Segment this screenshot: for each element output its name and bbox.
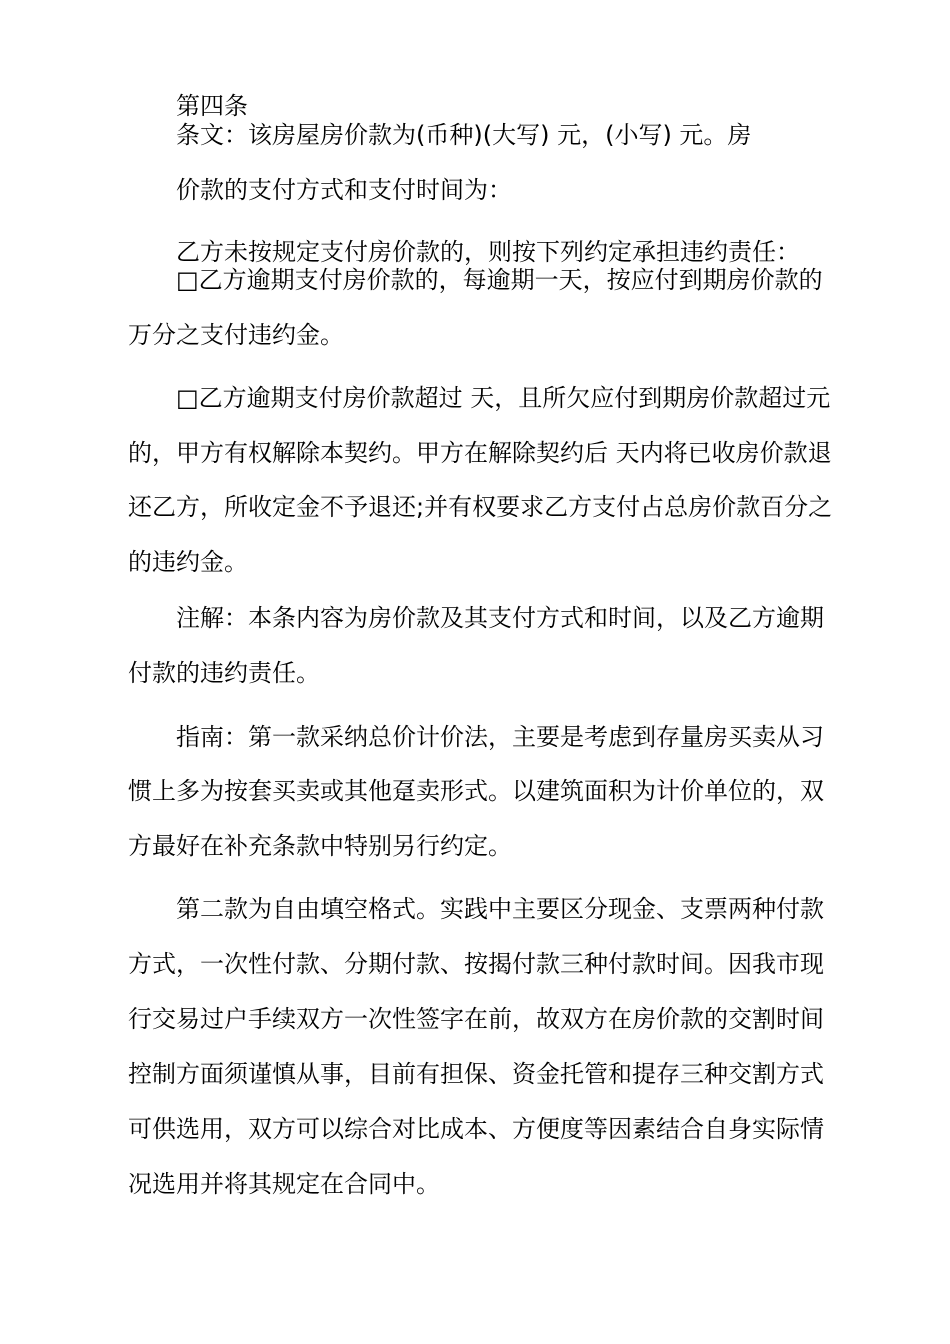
breach-intro: 乙方未按规定支付房价款的，则按下列约定承担违约责任： [176, 238, 800, 266]
article-heading: 第四条 [176, 92, 248, 120]
guide-line: 指南：第一款采纳总价计价法，主要是考虑到存量房买卖从习 [176, 723, 824, 751]
option-line: 的，甲方有权解除本契约。甲方在解除契约后 天内将已收房价款退 [128, 439, 832, 467]
guide-line: 方最好在补充条款中特别另行约定。 [128, 832, 512, 860]
option-line: □乙方逾期支付房价款的，每逾期一天，按应付到期房价款的 [176, 266, 823, 294]
option-line: 万分之支付违约金。 [128, 321, 344, 349]
paragraph-line: 第二款为自由填空格式。实践中主要区分现金、支票两种付款 [176, 895, 824, 923]
paragraph-line: 可供选用，双方可以综合对比成本、方便度等因素结合自身实际情 [128, 1115, 824, 1143]
paragraph-line: 行交易过户手续双方一次性签字在前，故双方在房价款的交割时间 [128, 1005, 824, 1033]
option-line: 还乙方，所收定金不予退还;并有权要求乙方支付占总房价款百分之 [128, 493, 833, 521]
option-line: 的违约金。 [128, 548, 248, 576]
guide-line: 惯上多为按套买卖或其他趸卖形式。以建筑面积为计价单位的，双 [128, 777, 824, 805]
clause-text-line: 条文：该房屋房价款为(币种)(大写) 元，(小写) 元。房 [176, 121, 752, 149]
note-line: 付款的违约责任。 [128, 659, 320, 687]
clause-text-line: 价款的支付方式和支付时间为： [176, 176, 512, 204]
paragraph-line: 控制方面须谨慎从事，目前有担保、资金托管和提存三种交割方式 [128, 1060, 824, 1088]
note-line: 注解：本条内容为房价款及其支付方式和时间，以及乙方逾期 [176, 604, 824, 632]
paragraph-line: 况选用并将其规定在合同中。 [128, 1170, 440, 1198]
paragraph-line: 方式，一次性付款、分期付款、按揭付款三种付款时间。因我市现 [128, 950, 824, 978]
option-line: □乙方逾期支付房价款超过 天，且所欠应付到期房价款超过元 [176, 384, 831, 412]
